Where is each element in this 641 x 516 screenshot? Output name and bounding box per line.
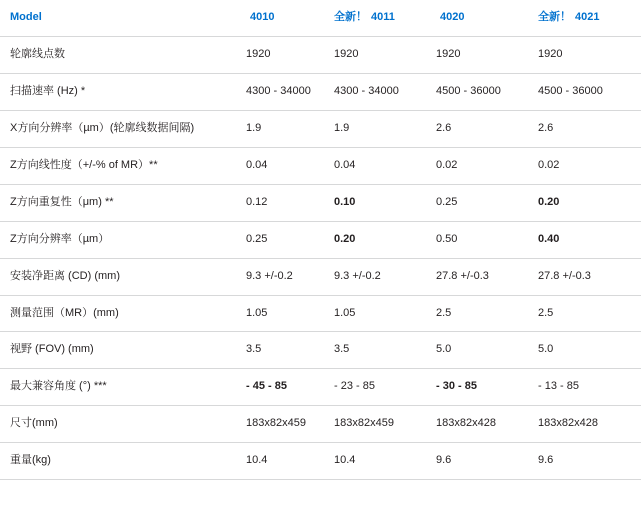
new-tag-2: 全新！ [334,11,367,23]
cell-value: 0.04 [324,147,426,184]
table-row [0,332,641,369]
cell-value: - 23 - 85 [324,369,426,406]
table-row [0,110,641,147]
cell-value: 2.5 [426,295,528,332]
cell-value: 0.50 [426,221,528,258]
cell-value: 0.25 [236,221,324,258]
cell-value: 5.0 [528,332,641,369]
cell-value: 1920 [528,36,641,73]
cell-value: 1920 [324,36,426,73]
row-label: 最大兼容角度 (°) *** [0,369,236,406]
cell-value: 10.4 [324,443,426,480]
cell-value: 1.9 [324,110,426,147]
row-label: 重量(kg) [0,443,236,480]
row-label: 尺寸(mm) [0,406,236,443]
cell-value: 4300 - 34000 [324,73,426,110]
cell-value: 0.25 [426,184,528,221]
model-number-2: 4011 [371,11,395,23]
cell-value: 3.5 [236,332,324,369]
header-col-4 [528,0,641,36]
table-row [0,36,641,73]
cell-value: 0.04 [236,147,324,184]
cell-value: 27.8 +/-0.3 [528,258,641,295]
row-label: Z方向重复性（μm) ** [0,184,236,221]
cell-value: 2.6 [528,110,641,147]
table-row [0,184,641,221]
model-number-3: 4020 [440,11,465,23]
cell-value: 2.5 [528,295,641,332]
row-label: Z方向分辨率（µm） [0,221,236,258]
table-row [0,258,641,295]
header-col-1 [236,0,324,36]
table-row [0,221,641,258]
row-label: Z方向线性度（+/-% of MR）** [0,147,236,184]
table-row [0,295,641,332]
cell-value: 1920 [236,36,324,73]
cell-value: 183x82x459 [236,406,324,443]
table-row [0,406,641,443]
cell-value: - 30 - 85 [426,369,528,406]
cell-value: - 45 - 85 [236,369,324,406]
cell-value: 183x82x459 [324,406,426,443]
header-label: Model [0,0,236,36]
cell-value: 0.12 [236,184,324,221]
cell-value: 0.20 [324,221,426,258]
table-row [0,73,641,110]
new-tag-4: 全新！ [538,11,571,23]
cell-value: 4300 - 34000 [236,73,324,110]
table-row [0,443,641,480]
cell-value: 0.20 [528,184,641,221]
cell-value: 2.6 [426,110,528,147]
cell-value: 9.6 [426,443,528,480]
cell-value: 0.10 [324,184,426,221]
table-row [0,369,641,406]
cell-value: 10.4 [236,443,324,480]
cell-value: 0.02 [426,147,528,184]
cell-value: 9.3 +/-0.2 [324,258,426,295]
cell-value: 27.8 +/-0.3 [426,258,528,295]
cell-value: 183x82x428 [528,406,641,443]
row-label: X方向分辨率（µm）(轮廓线数据间隔) [0,110,236,147]
row-label: 安装净距离 (CD) (mm) [0,258,236,295]
cell-value: 1.9 [236,110,324,147]
row-label: 扫描速率 (Hz) * [0,73,236,110]
row-label: 视野 (FOV) (mm) [0,332,236,369]
row-label: 轮廓线点数 [0,36,236,73]
model-number-4: 4021 [575,11,600,23]
cell-value: 9.3 +/-0.2 [236,258,324,295]
cell-value: 3.5 [324,332,426,369]
row-label: 测量范围（MR）(mm) [0,295,236,332]
cell-value: 9.6 [528,443,641,480]
cell-value: 4500 - 36000 [426,73,528,110]
header-col-3 [426,0,528,36]
cell-value: 1.05 [324,295,426,332]
cell-value: 5.0 [426,332,528,369]
cell-value: 1.05 [236,295,324,332]
cell-value: - 13 - 85 [528,369,641,406]
model-number-1: 4010 [250,11,275,23]
cell-value: 0.40 [528,221,641,258]
table-header-row [0,0,641,36]
cell-value: 183x82x428 [426,406,528,443]
cell-value: 4500 - 36000 [528,73,641,110]
table-row [0,147,641,184]
cell-value: 1920 [426,36,528,73]
cell-value: 0.02 [528,147,641,184]
header-col-2 [324,0,426,36]
